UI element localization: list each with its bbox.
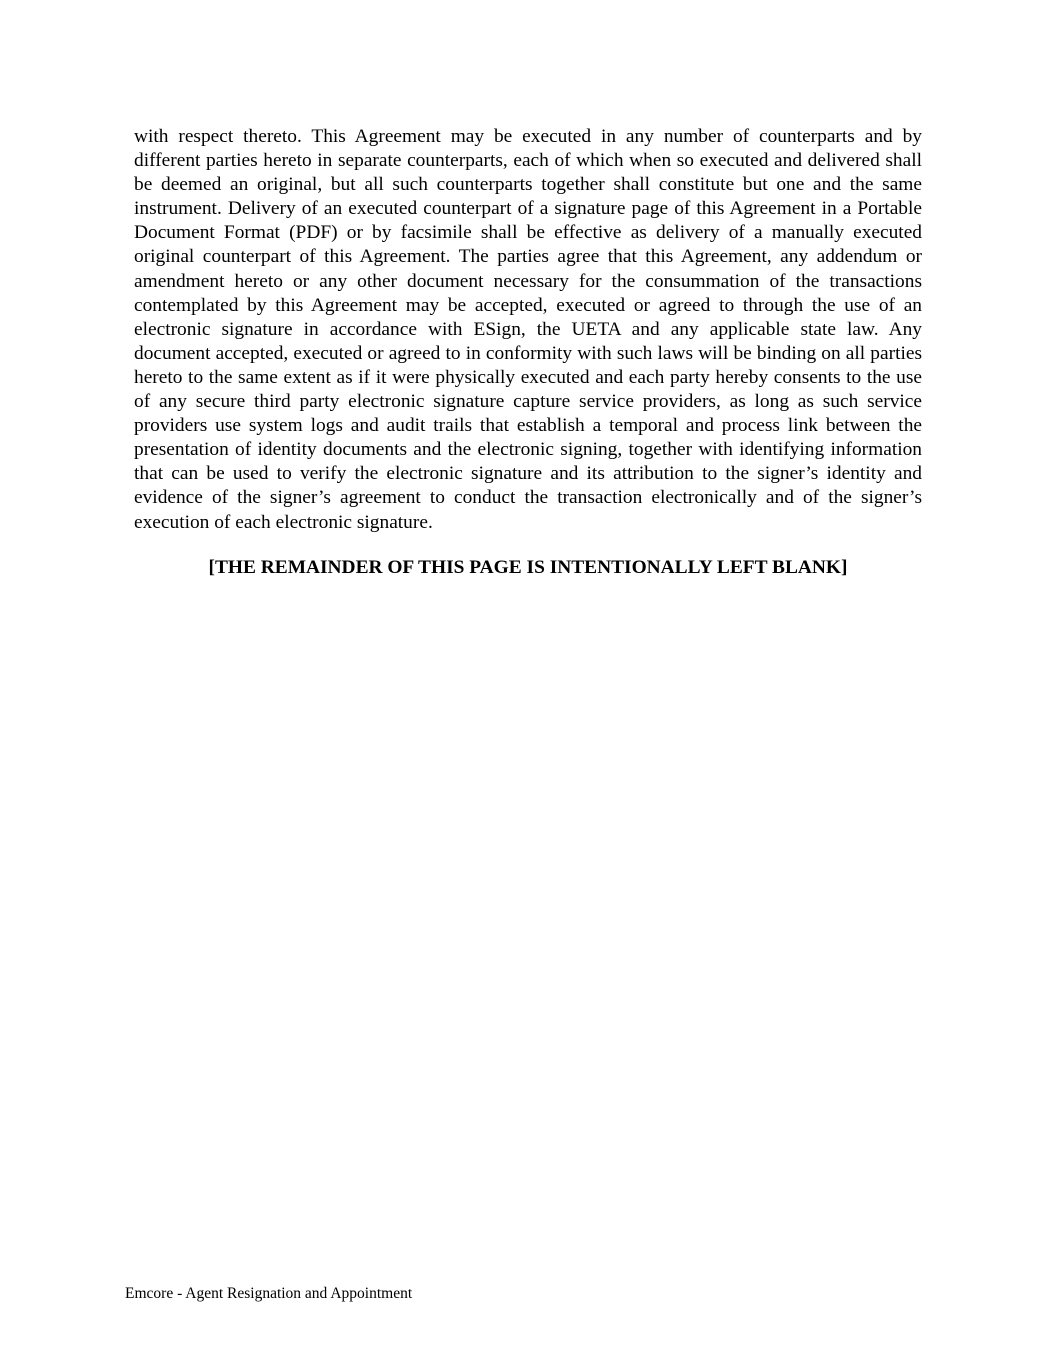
page-footer: Emcore - Agent Resignation and Appointment [125, 1285, 413, 1302]
agreement-paragraph: with respect thereto. This Agreement may be executed in any number of counterparts and by different parties hereto in separate counterparts, each of which when so executed and delivered shall be deemed an original, but all such counterparts together shall constitute but one and the same instrument. Delivery of an executed counterpart of a signature page of this Agreement in a Portable Document Format (PDF) or by facsimile shall be effective as delivery of a manually executed original counterpart of this Agreement. The parties agree that this Agreement, any addendum or amendment hereto or any other document necessary for the consummation of the transactions contemplated by this Agreement may be accepted, executed or agreed to through the use of an electronic signature in accordance with ESign, the UETA and any applicable state law. Any document accepted, executed or agreed to in conformity with such laws will be binding on all parties hereto to the same extent as if it were physically executed and each party hereby consents to the use of any secure third party electronic signature capture service providers, as long as such service providers use system logs and audit trails that establish a temporal and process link between the presentation of identity documents and the electronic signing, together with identifying information that can be used to verify the electronic signature and its attribution to the signer’s identity and evidence of the signer’s agreement to conduct the transaction electronically and of the signer’s execution of each electronic signature. [134, 126, 922, 533]
intentionally-blank-notice: [THE REMAINDER OF THIS PAGE IS INTENTIONALLY LEFT BLANK] [208, 557, 848, 578]
